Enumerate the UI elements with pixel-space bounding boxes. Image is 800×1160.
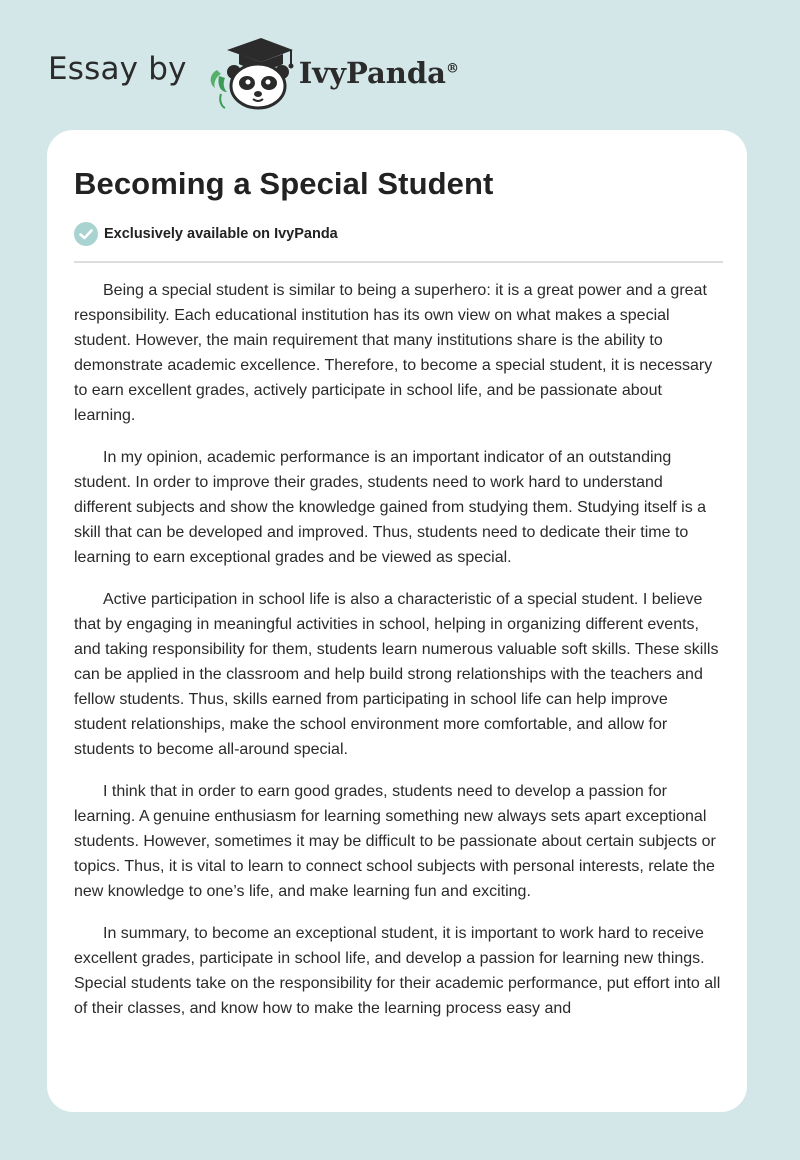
brand-name[interactable]: IvyPanda® [298,56,459,90]
panda-graduate-logo-icon[interactable] [203,34,295,110]
paragraph: Being a special student is similar to being a superhero: it is a great power and a great responsibility. Each educational institution has its own view on what makes a special student. However, the main requirement that many institutions share is the ability to demonstrate academic excellence. Therefore, to become a special student, it is necessary to earn excellent grades, actively participate in school life, and be passionate about learning. [74,282,713,424]
essay-card [47,130,747,1112]
paragraph: Active participation in school life is also a characteristic of a special student. I believe that by engaging in meaningful activities in school, helping in organizing different events, and taking responsibility for them, students learn numerous valuable soft skills. These skills can be applied in the classroom and help build strong relationships with the teachers and fellow students. Thus, skills earned from participating in school life can help improve student relationships, make the school environment more comfortable, and allow for students to become all-around special. [74,591,719,758]
ivy-leaf-icon [210,70,226,108]
page-title: Becoming a Special Student [74,166,494,201]
check-circle-icon [74,222,98,246]
paragraph: I think that in order to earn good grades, students need to develop a passion for learning. A genuine enthusiasm for learning something new always sets apart exceptional students. However, sometimes it may be difficult to be passionate about certain subjects or topics. Thus, it is vital to learn to connect school subjects with personal interests, relate the new knowledge to one’s life, and make learning fun and exciting. [74,783,716,900]
essay-body [74,278,724,1038]
badge-text: Exclusively available on IvyPanda [104,226,338,242]
essay-by-label: Essay by [48,51,187,87]
registered-mark: ® [445,61,459,77]
divider [74,261,723,263]
paragraph: In summary, to become an exceptional student, it is important to work hard to receive excellent grades, participate in school life, and develop a passion for learning new things. Special students take on the responsibility for their academic performance, put effort into all of their classes, and know how to make the learning process easy and [74,925,721,1017]
exclusive-badge [74,222,338,246]
paragraph: In my opinion, academic performance is an important indicator of an outstanding student. In order to improve their grades, students need to work hard to understand different subjects and show the knowledge gained from studying them. Studying itself is a skill that can be developed and improved. Thus, students need to dedicate their time to learning to earn exceptional grades and be viewed as special. [74,449,707,566]
site-header [48,34,459,110]
